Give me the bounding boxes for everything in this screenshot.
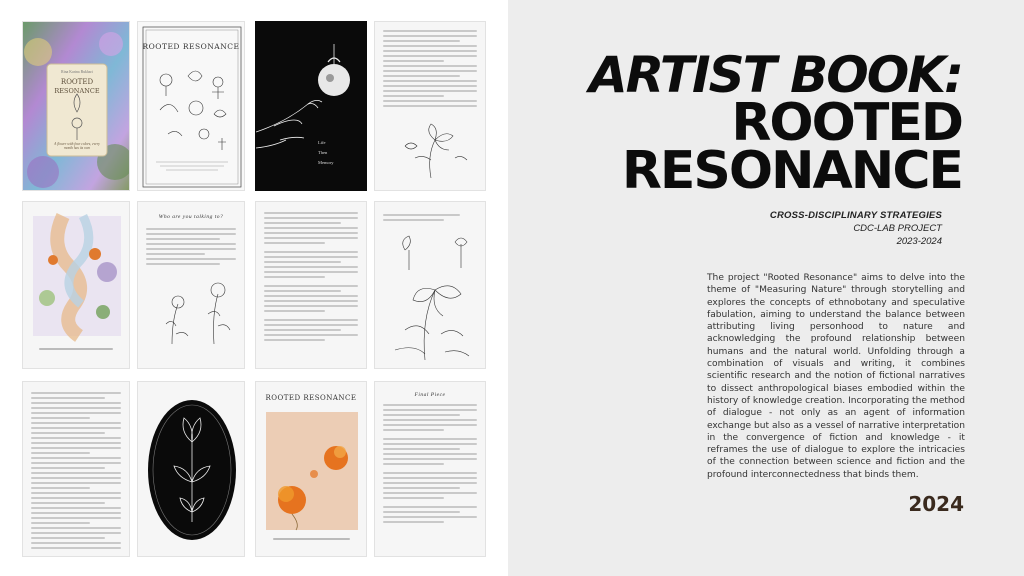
title-line-3: RESONANCE [621, 140, 962, 201]
flowers-caption [256, 538, 366, 540]
lily-illustration-page [374, 201, 486, 369]
black-hand-page [255, 21, 367, 191]
dialogue-text-block [146, 228, 236, 268]
dense-text-page [22, 381, 130, 557]
botanical-collage-page [137, 21, 245, 191]
dialogue-page-title: Who are you talking to? [158, 214, 224, 220]
iridescent-cover-art [23, 22, 130, 191]
poem-line-1: Life [318, 140, 326, 145]
dense-text-block [31, 392, 121, 552]
dialogue-page [137, 201, 245, 369]
cover-title-line-1: ROOTED [60, 78, 94, 86]
project-subtitle: CROSS-DISCIPLINARY STRATEGIES [769, 210, 942, 221]
oval-frame-lily [138, 382, 245, 557]
orange-flowers-page [255, 381, 367, 557]
project-year: 2024 [908, 492, 964, 516]
project-title [588, 46, 962, 201]
cover-title-line-2: RESONANCE [54, 87, 100, 95]
lily-page-intro [383, 214, 477, 224]
flowers-page-title: ROOTED RESONANCE [265, 394, 357, 402]
poem-line-2: Then [318, 150, 328, 155]
text-only-page [255, 201, 367, 369]
title-line-2: ROOTED [731, 92, 962, 153]
book-pages-grid [0, 0, 508, 576]
text-with-flower-page [374, 21, 486, 191]
seedling-sketches [138, 264, 245, 354]
watercolor-path-page [22, 201, 130, 369]
cover-tagline: A flower with four colors, every month has its own [54, 142, 100, 151]
watercolor-caption [23, 348, 129, 350]
cover-author: Rina Karina Bukhari [61, 70, 93, 74]
oval-lily-page [137, 381, 245, 557]
body-text-block [383, 30, 477, 110]
project-period: 2023-2024 [896, 236, 942, 247]
book-cover-page [22, 21, 130, 191]
title-line-1: ARTIST BOOK: [588, 46, 962, 104]
poem-lines [318, 138, 334, 168]
project-label: CDC-LAB PROJECT [853, 223, 942, 234]
page-title-rooted-resonance: ROOTED RESONANCE [142, 42, 240, 51]
project-meta [770, 210, 942, 247]
project-description: The project "Rooted Resonance" aims to delve into the theme of "Measuring Nature" through storytelling and explores the concepts of ethnobotany and speculative fabulation, aiming to understand the balance between attributing living personhood to nature and acknowledging the profound relationship between humans and the natural world. Unfolding through a combination of visuals and writing, it combines scientific research and the notion of fictional narratives to dissect anthropological biases embodied within the history of knowledge creation. Incorporating the method of dialogue - not only as an agent of information exchange but also as a vessel of narrative interpretation in the convergence of fiction and knowledge - it reframes the use of dialogue to explore the intricacies of the connection between science and fiction and the profound interconnectedness that binds them. [707, 273, 965, 480]
orange-flower-watercolor [256, 382, 367, 557]
poem-line-3: Memory [318, 160, 334, 165]
story-text-block [264, 212, 358, 344]
flower-sketch [375, 118, 486, 188]
lily-sketch [375, 230, 486, 369]
final-piece-title: Final Piece [414, 392, 446, 398]
watercolor-illustration [23, 202, 130, 369]
final-piece-text-block [383, 404, 477, 526]
hand-holding-fruit-illustration [256, 22, 367, 191]
final-piece-page [374, 381, 486, 557]
